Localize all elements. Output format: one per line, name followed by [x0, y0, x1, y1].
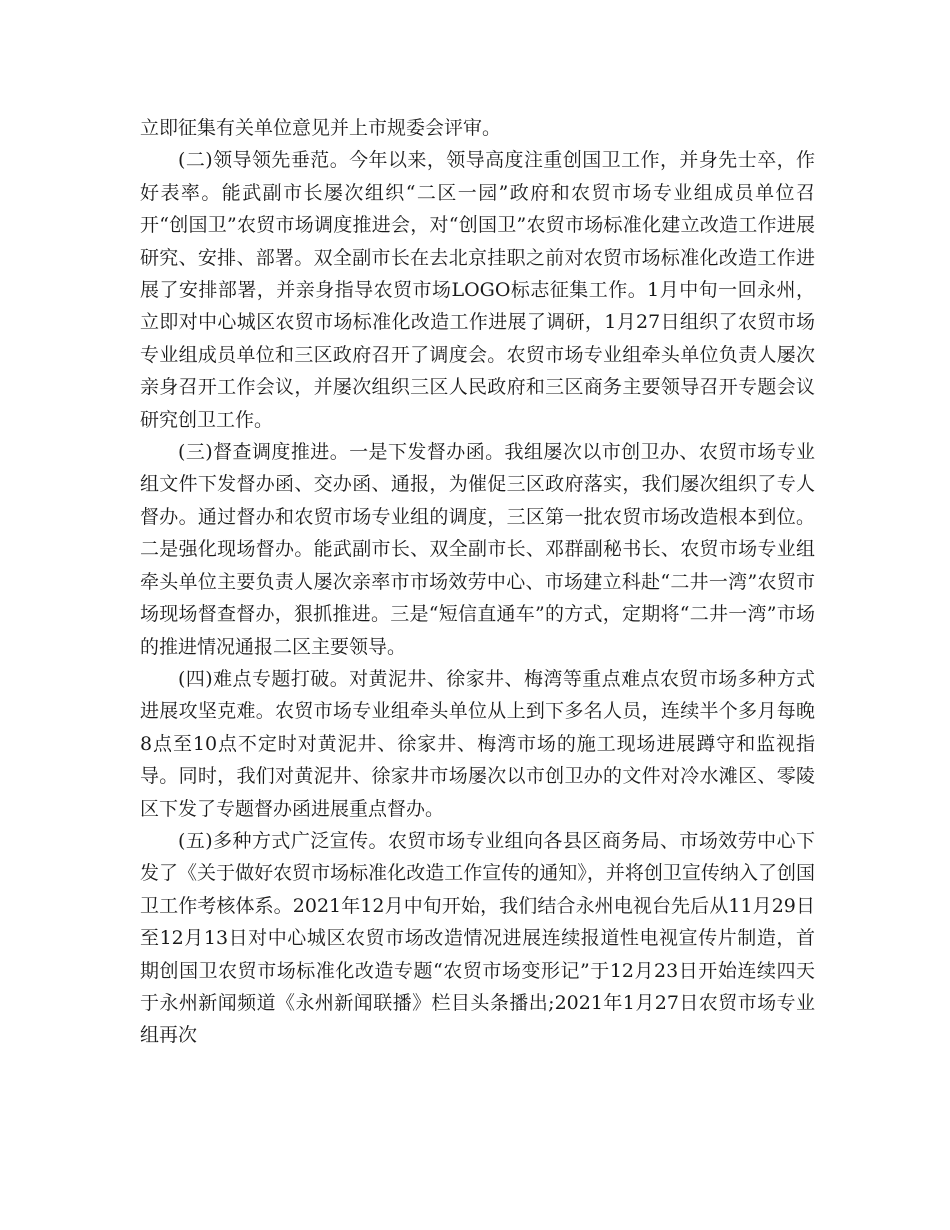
paragraph-supervision: (三)督查调度推进。一是下发督办函。我组屡次以市创卫办、农贸市场专业组文件下发督办函、交办函、通报，为催促三区政府落实，我们屡次组织了专人督办。通过督办和农贸市场专业组的调度，三区第一批农贸市场改造根本到位。二是强化现场督办。能武副市长、双全副市长、邓群副秘书长、农贸市场专业组牵头单位主要负责人屡次亲率市市场效劳中心、市场建立科赴“二井一湾”农贸市场现场督查督办，狠抓推进。三是“短信直通车”的方式，定期将“二井一湾”市场的推进情况通报二区主要领导。 [140, 441, 815, 658]
paragraph-leadership: (二)领导领先垂范。今年以来，领导高度注重创国卫工作，并身先士卒，作好表率。能武副市长屡次组织“二区一园”政府和农贸市场专业组成员单位召开“创国卫”农贸市场调度推进会，对“创国卫”农贸市场标准化建立改造工作进展研究、安排、部署。双全副市长在去北京挂职之前对农贸市场标准化改造工作进展了安排部署，并亲身指导农贸市场LOGO标志征集工作。1月中旬一回永州，立即对中心城区农贸市场标准化改造工作进展了调研，1月27日组织了农贸市场专业组成员单位和三区政府召开了调度会。农贸市场专业组牵头单位负责人屡次亲身召开工作会议，并屡次组织三区人民政府和三区商务主要领导召开专题会议研究创卫工作。 [140, 149, 815, 431]
document-body [140, 112, 815, 1052]
paragraph-difficulties: (四)难点专题打破。对黄泥井、徐家井、梅湾等重点难点农贸市场多种方式进展攻坚克难。农贸市场专业组牵头单位从上到下多名人员，连续半个多月每晚8点至10点不定时对黄泥井、徐家井、梅湾市场的施工现场进展蹲守和监视指导。同时，我们对黄泥井、徐家井市场屡次以市创卫办的文件对冷水滩区、零陵区下发了专题督办函进展重点督办。 [140, 667, 815, 820]
paragraph-publicity: (五)多种方式广泛宣传。农贸市场专业组向各县区商务局、市场效劳中心下发了《关于做好农贸市场标准化改造工作宣传的通知》，并将创卫宣传纳入了创国卫工作考核体系。2021年12月中旬开始，我们结合永州电视台先后从11月29日至12月13日对中心城区农贸市场改造情况进展连续报道性电视宣传片制造，首期创国卫农贸市场标准化改造专题“农贸市场变形记”于12月23日开始连续四天于永州新闻频道《永州新闻联播》栏目头条播出;2021年1月27日农贸市场专业组再次 [140, 829, 815, 1047]
paragraph-continuation: 立即征集有关单位意见并上市规委会评审。 [140, 117, 502, 139]
